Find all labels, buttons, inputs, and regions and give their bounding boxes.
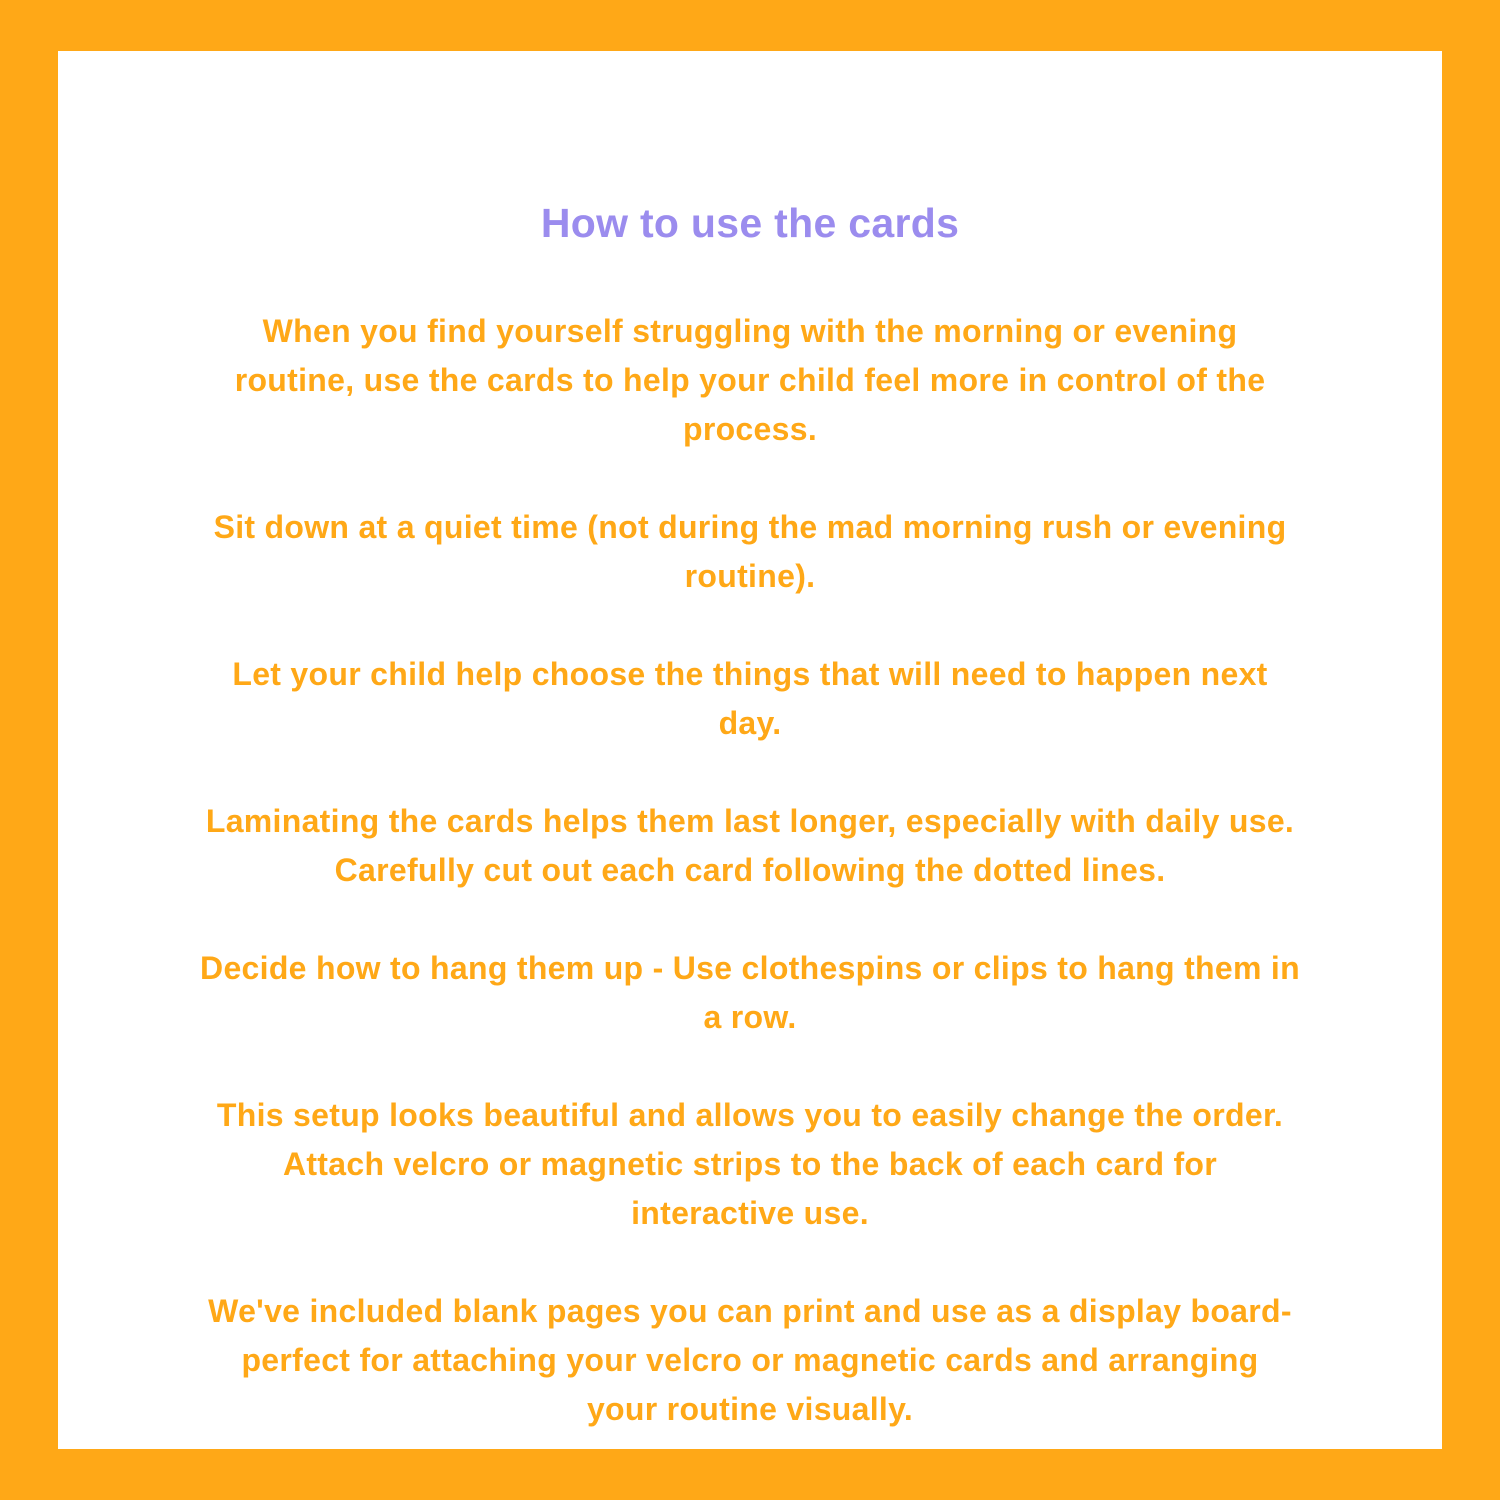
- text-line: Sit down at a quiet time (not during the mad morning rush or evening: [213, 509, 1287, 545]
- text-line: perfect for attaching your velcro or magnetic cards and arranging: [241, 1342, 1259, 1378]
- paragraph-blank-pages: [138, 1287, 1362, 1434]
- instruction-content: [58, 197, 1442, 1483]
- page-title: How to use the cards: [540, 200, 960, 246]
- text-line: day.: [718, 705, 782, 741]
- text-line: your routine visually.: [586, 1391, 914, 1427]
- paragraph-laminating: [138, 797, 1362, 895]
- text-line: When you find yourself struggling with the morning or evening: [262, 313, 1238, 349]
- text-line: Decide how to hang them up - Use clothespins or clips to hang them in: [200, 950, 1300, 986]
- text-line: Attach velcro or magnetic strips to the back of each card for: [282, 1146, 1218, 1182]
- paragraph-routine-struggle: [138, 307, 1362, 454]
- text-line: process.: [682, 411, 818, 447]
- instruction-card: [58, 51, 1442, 1449]
- paragraph-setup-velcro: [138, 1091, 1362, 1238]
- text-line: interactive use.: [631, 1195, 869, 1231]
- text-line: Laminating the cards helps them last longer, especially with daily use.: [205, 803, 1295, 839]
- text-line: routine, use the cards to help your child feel more in control of the: [234, 362, 1266, 398]
- paragraph-hang-up: [138, 944, 1362, 1042]
- text-line: a row.: [703, 999, 797, 1035]
- paragraph-quiet-time: [138, 503, 1362, 601]
- text-line: Carefully cut out each card following the dotted lines.: [334, 852, 1166, 888]
- text-line: This setup looks beautiful and allows you to easily change the order.: [216, 1097, 1284, 1133]
- paragraph-child-choose: [138, 650, 1362, 748]
- text-line: routine).: [684, 558, 816, 594]
- text-line: We've included blank pages you can print and use as a display board-: [208, 1293, 1292, 1329]
- text-line: Let your child help choose the things that will need to happen next: [232, 656, 1268, 692]
